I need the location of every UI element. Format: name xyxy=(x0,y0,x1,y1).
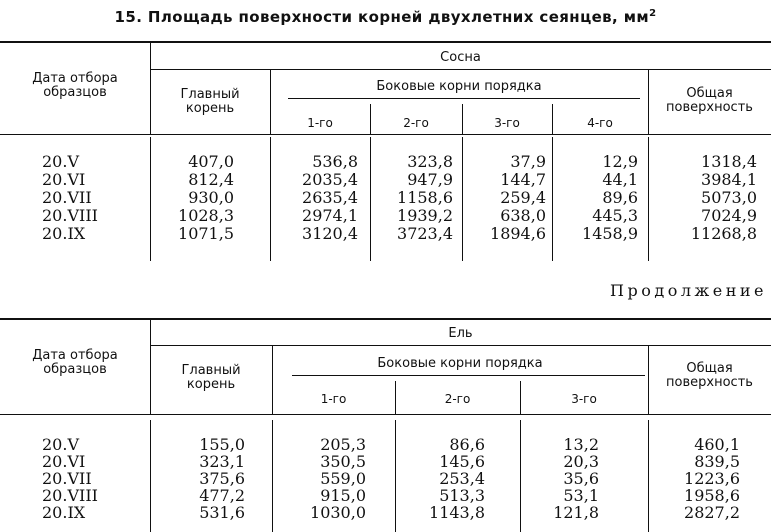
table-cell: 531,6 xyxy=(199,503,245,522)
continuation-label: Продолжение xyxy=(610,281,767,300)
table-cell: 3120,4 xyxy=(302,224,358,243)
table-title: 15. Площадь поверхности корней двухлетних сеянцев, $мм^2$ xyxy=(114,8,657,26)
table-cell: 1143,8 xyxy=(429,503,485,522)
table-cell: 121,8 xyxy=(553,503,599,522)
table-cell: 915,0 xyxy=(320,486,366,505)
table-cell: 1028,3 xyxy=(178,206,234,225)
header-total: Общая поверхность xyxy=(666,86,753,115)
table-cell: 12,9 xyxy=(602,152,638,171)
table-cell: 445,3 xyxy=(592,206,638,225)
lateral-rule xyxy=(288,98,640,99)
table-cell: 53,1 xyxy=(563,486,599,505)
table-cell: 407,0 xyxy=(188,152,234,171)
table-cell: 253,4 xyxy=(439,469,485,488)
table-cell: 1894,6 xyxy=(490,224,546,243)
row-date-cell: 20.IX xyxy=(42,503,86,522)
header-bottom-rule xyxy=(0,414,771,415)
species-rule xyxy=(150,345,771,346)
table-cell: 323,1 xyxy=(199,452,245,471)
header-date: Дата отбора образцов xyxy=(32,348,118,377)
table-cell: 144,7 xyxy=(500,170,546,189)
row-date-cell: 20.VIII xyxy=(42,486,98,505)
table-top-rule xyxy=(0,318,771,320)
table-cell: 1158,6 xyxy=(397,188,453,207)
row-date-cell: 20.IX xyxy=(42,224,86,243)
table-cell: 323,8 xyxy=(407,152,453,171)
lateral-rule xyxy=(292,375,645,376)
table-cell: 7024,9 xyxy=(701,206,757,225)
header-order-2: 2-го xyxy=(444,392,471,406)
table-cell: 11268,8 xyxy=(690,224,757,243)
table-cell: 1318,4 xyxy=(701,152,757,171)
table-cell: 1223,6 xyxy=(684,469,740,488)
header-order-3: 3-го xyxy=(571,392,597,406)
header-date: Дата отбора образцов xyxy=(32,71,118,100)
header-lateral: Боковые корни порядка xyxy=(376,79,542,94)
table-cell: 638,0 xyxy=(500,206,546,225)
table-cell: 2827,2 xyxy=(684,503,740,522)
header-order-2: 2-го xyxy=(403,116,429,130)
header-order-3: 3-го xyxy=(494,116,520,130)
table-cell: 947,9 xyxy=(407,170,453,189)
table-cell: 460,1 xyxy=(694,435,740,454)
table-top-rule xyxy=(0,41,771,43)
table-cell: 3984,1 xyxy=(701,170,757,189)
table-cell: 86,6 xyxy=(449,435,485,454)
table-cell: 477,2 xyxy=(199,486,245,505)
table-cell: 205,3 xyxy=(320,435,366,454)
table-cell: 1071,5 xyxy=(178,224,234,243)
header-order-1: 1-го xyxy=(307,116,333,130)
table-cell: 5073,0 xyxy=(701,188,757,207)
table-cell: 1939,2 xyxy=(397,206,453,225)
row-date-cell: 20.VIII xyxy=(42,206,98,225)
table-cell: 3723,4 xyxy=(397,224,453,243)
table-cell: 37,9 xyxy=(510,152,546,171)
header-total: Общая поверхность xyxy=(666,361,753,390)
table-cell: 513,3 xyxy=(439,486,485,505)
table-cell: 1458,9 xyxy=(582,224,638,243)
table-cell: 259,4 xyxy=(500,188,546,207)
table-cell: 89,6 xyxy=(602,188,638,207)
header-order-1: 1-го xyxy=(320,392,347,406)
header-main-root: Главный корень xyxy=(180,87,240,116)
table-cell: 839,5 xyxy=(694,452,740,471)
table-cell: 13,2 xyxy=(563,435,599,454)
table-cell: 1030,0 xyxy=(310,503,366,522)
table-cell: 536,8 xyxy=(312,152,358,171)
row-date-cell: 20.VII xyxy=(42,469,92,488)
table-cell: 2635,4 xyxy=(302,188,358,207)
row-date-cell: 20.VI xyxy=(42,452,86,471)
table-cell: 559,0 xyxy=(320,469,366,488)
table-cell: 350,5 xyxy=(320,452,366,471)
header-main-root: Главный корень xyxy=(181,363,241,392)
row-date-cell: 20.VI xyxy=(42,170,86,189)
table-cell: 1958,6 xyxy=(684,486,740,505)
row-date-cell: 20.VII xyxy=(42,188,92,207)
row-date-cell: 20.V xyxy=(42,152,79,171)
header-lateral: Боковые корни порядка xyxy=(377,356,543,371)
header-species: Ель xyxy=(448,326,473,341)
table-cell: 2974,1 xyxy=(302,206,358,225)
table-cell: 2035,4 xyxy=(302,170,358,189)
table-cell: 35,6 xyxy=(563,469,599,488)
header-bottom-rule xyxy=(0,134,771,135)
table-cell: 812,4 xyxy=(188,170,234,189)
table-cell: 145,6 xyxy=(439,452,485,471)
table-cell: 375,6 xyxy=(199,469,245,488)
species-rule xyxy=(150,69,771,70)
table-cell: 155,0 xyxy=(199,435,245,454)
table-cell: 20,3 xyxy=(563,452,599,471)
table-cell: 930,0 xyxy=(188,188,234,207)
header-order-4: 4-го xyxy=(587,116,613,130)
header-species: Сосна xyxy=(440,50,481,65)
row-date-cell: 20.V xyxy=(42,435,79,454)
table-cell: 44,1 xyxy=(602,170,638,189)
